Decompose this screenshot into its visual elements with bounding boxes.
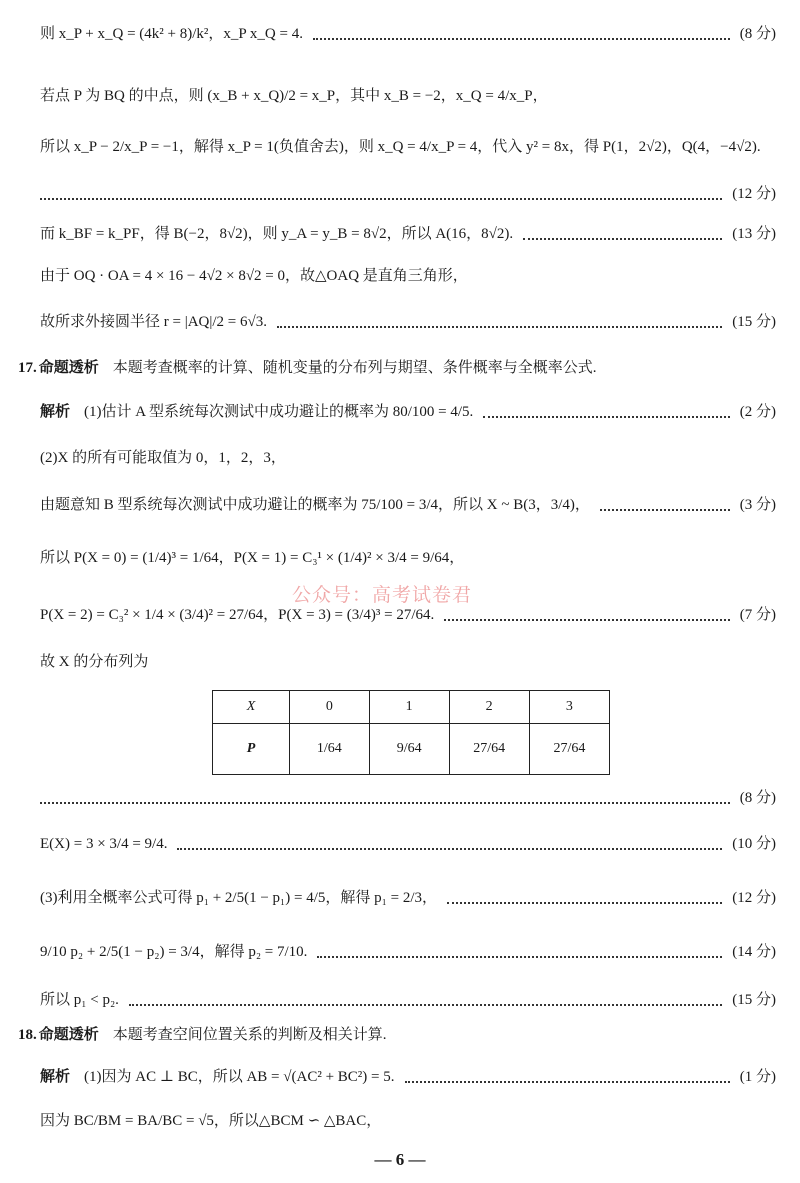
solution-line — [40, 607, 776, 624]
leader-dots — [313, 38, 730, 40]
solution-line — [40, 890, 776, 907]
table-cell: P — [213, 724, 290, 775]
score-label: (14 分) — [732, 944, 776, 960]
score-label: (10 分) — [732, 836, 776, 852]
solution-line — [40, 550, 464, 567]
line-text: 若点 P 为 BQ 的中点，则 (x_B + x_Q)/2 = x_P，其中 x_B = −2，x_Q = 4/x_P， — [40, 88, 548, 104]
solution-line — [40, 992, 776, 1009]
solution-line — [40, 1069, 776, 1086]
line-text: 故所求外接圆半径 r = |AQ|/2 = 6√3. — [40, 314, 267, 330]
line-text: 由题意知 B 型系统每次测试中成功避让的概率为 75/100 = 3/4，所以 X ~ B(3，3/4)， — [40, 497, 590, 513]
score-label: (8 分) — [739, 26, 776, 42]
line-text: 故 X 的分布列为 — [40, 654, 149, 670]
line-text: (1)估计 A 型系统每次测试中成功避让的概率为 80/100 = 4/5. — [84, 404, 474, 420]
solution-line — [40, 268, 468, 285]
question-number: 18. — [18, 1027, 37, 1043]
table-row — [213, 691, 610, 724]
line-text: E(X) = 3 × 3/4 = 9/4. — [40, 836, 168, 852]
solution-line — [40, 314, 776, 331]
solution-line — [40, 497, 776, 514]
line-text: (3)利用全概率公式可得 p₁ + 2/5(1 − p₁) = 4/5，解得 p₁ = 2/3， — [40, 890, 438, 906]
table-cell: 0 — [289, 691, 369, 724]
line-text: (2)X 的所有可能取值为 0，1，2，3， — [40, 450, 286, 466]
solution-line — [40, 944, 776, 961]
leader-dots — [317, 956, 722, 958]
line-text: 所以 P(X = 0) = (1/4)³ = 1/64，P(X = 1) = C₃¹ × (1/4)² × 3/4 = 9/64， — [40, 550, 465, 566]
leader-dots — [40, 802, 730, 804]
table-cell: 1 — [369, 691, 449, 724]
line-text: 而 k_BF = k_PF，得 B(−2，8√2)，则 y_A = y_B = 8√2，所以 A(16，8√2). — [40, 226, 514, 242]
solution-line — [40, 404, 776, 421]
leader-dots — [277, 326, 722, 328]
section-label: 命题透析 — [38, 1027, 99, 1043]
line-text: 由于 OQ · OA = 4 × 16 − 4√2 × 8√2 = 0，故△OAQ 是直角三角形， — [40, 268, 468, 284]
line-text: (1)因为 AC ⊥ BC，所以 AB = √(AC² + BC²) = 5. — [84, 1069, 395, 1085]
question-18-heading — [18, 1027, 387, 1044]
question-description: 本题考查概率的计算、随机变量的分布列与期望、条件概率与全概率公式. — [112, 360, 597, 376]
leader-dots — [405, 1081, 730, 1083]
table-row — [213, 724, 610, 775]
table-cell: 27/64 — [449, 724, 529, 775]
score-label: (15 分) — [732, 992, 776, 1008]
distribution-table — [212, 690, 610, 775]
table-cell: 3 — [529, 691, 609, 724]
solution-line — [40, 654, 148, 671]
score-label: (8 分) — [739, 790, 776, 806]
table-cell: 1/64 — [289, 724, 369, 775]
section-label: 解析 — [40, 1069, 71, 1085]
line-text: 所以 p₁ < p₂. — [40, 992, 119, 1008]
solution-line — [40, 790, 776, 807]
line-text: P(X = 2) = C₃² × 1/4 × (3/4)² = 27/64，P(X = 3) = (3/4)³ = 27/64. — [40, 607, 435, 623]
leader-dots — [129, 1004, 722, 1006]
table-cell: X — [213, 691, 290, 724]
leader-dots — [444, 619, 729, 621]
solution-line — [40, 26, 776, 43]
solution-line — [40, 836, 776, 853]
solution-line — [40, 1113, 381, 1130]
watermark: 公众号：高考试卷君 — [292, 584, 473, 606]
question-description: 本题考查空间位置关系的判断及相关计算. — [112, 1027, 387, 1043]
line-text: 所以 x_P − 2/x_P = −1，解得 x_P = 1(负值舍去)，则 x_Q = 4/x_P = 4，代入 y² = 8x，得 P(1，2√2)，Q(4，−4√2). — [40, 139, 761, 155]
solution-line — [40, 450, 286, 467]
table-cell: 2 — [449, 691, 529, 724]
line-text: 因为 BC/BM = BA/BC = √5，所以△BCM ∽ △BAC， — [40, 1113, 382, 1129]
score-label: (15 分) — [732, 314, 776, 330]
table-cell: 27/64 — [529, 724, 609, 775]
section-label: 解析 — [40, 404, 71, 420]
score-label: (2 分) — [739, 404, 776, 420]
table-cell: 9/64 — [369, 724, 449, 775]
solution-line — [40, 186, 776, 203]
section-label: 命题透析 — [38, 360, 99, 376]
solution-line — [40, 226, 776, 243]
line-text: 9/10 p₂ + 2/5(1 − p₂) = 3/4，解得 p₂ = 7/10. — [40, 944, 308, 960]
question-17-heading — [18, 360, 597, 377]
leader-dots — [447, 902, 722, 904]
solution-line — [40, 139, 761, 156]
score-label: (1 分) — [739, 1069, 776, 1085]
question-number: 17. — [18, 360, 37, 376]
line-text: 则 x_P + x_Q = (4k² + 8)/k²，x_P x_Q = 4. — [40, 26, 303, 42]
score-label: (13 分) — [732, 226, 776, 242]
leader-dots — [523, 238, 722, 240]
leader-dots — [40, 198, 722, 200]
score-label: (12 分) — [732, 186, 776, 202]
solution-line — [40, 88, 548, 105]
leader-dots — [483, 416, 729, 418]
leader-dots — [177, 848, 722, 850]
score-label: (7 分) — [739, 607, 776, 623]
score-label: (3 分) — [739, 497, 776, 513]
page-number: — 6 — — [374, 1150, 426, 1169]
leader-dots — [600, 509, 730, 511]
score-label: (12 分) — [732, 890, 776, 906]
